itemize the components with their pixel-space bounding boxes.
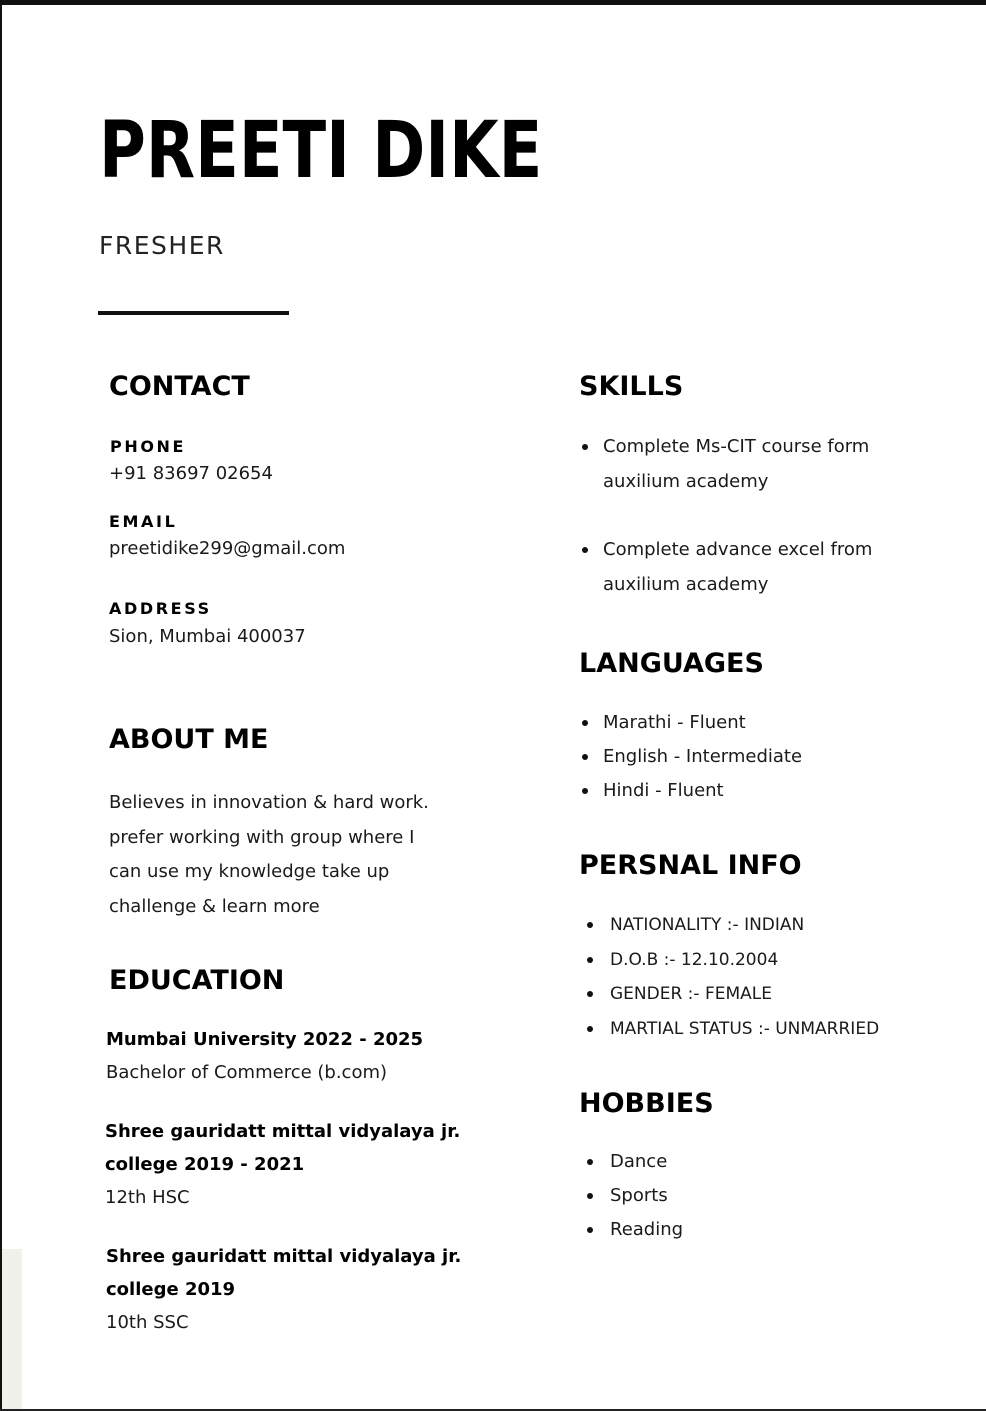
education-item-2-title: Shree gauridatt mittal vidyalaya jr. college 2019 - 2021 — [105, 1121, 461, 1175]
language-item: English - Intermediate — [579, 740, 802, 774]
hobby-item: Reading — [579, 1213, 683, 1247]
education-item-1-title: Mumbai University 2022 - 2025 — [106, 1029, 424, 1050]
personal-info-item: MARTIAL STATUS :- UNMARRIED — [579, 1012, 879, 1047]
education-item-2-degree: 12th HSC — [105, 1187, 190, 1208]
personal-info-item: D.O.B :- 12.10.2004 — [579, 943, 879, 978]
phone-label: PHONE — [110, 437, 187, 456]
language-item: Marathi - Fluent — [579, 706, 802, 740]
languages-heading: LANGUAGES — [579, 648, 764, 679]
language-item: Hindi - Fluent — [579, 774, 802, 808]
email-label: EMAIL — [109, 512, 178, 531]
hobbies-list — [579, 1145, 683, 1247]
personal-info-heading: PERSNAL INFO — [579, 850, 802, 881]
hobbies-heading: HOBBIES — [579, 1088, 714, 1119]
header-divider — [98, 311, 289, 315]
personal-info-item: GENDER :- FEMALE — [579, 977, 879, 1012]
phone-value: +91 83697 02654 — [109, 463, 273, 484]
skills-heading: SKILLS — [579, 371, 684, 402]
education-item-1-degree: Bachelor of Commerce (b.com) — [106, 1062, 388, 1083]
page-left-border — [0, 0, 2, 1411]
education-item-3-degree: 10th SSC — [106, 1312, 189, 1333]
languages-list — [579, 706, 802, 808]
page-top-border — [0, 0, 986, 5]
about-text: Believes in innovation & hard work. prefer working with group where I can use my knowledge take up challenge & learn more — [109, 792, 429, 917]
skills-list — [579, 430, 903, 636]
skill-item: Complete Ms-CIT course form auxilium academy — [579, 430, 903, 499]
personal-info-item: NATIONALITY :- INDIAN — [579, 908, 879, 943]
page-corner-shade — [2, 1249, 22, 1409]
education-heading: EDUCATION — [109, 965, 285, 996]
skill-item: Complete advance excel from auxilium academy — [579, 533, 903, 602]
about-heading: ABOUT ME — [109, 724, 269, 755]
email-value: preetidike299@gmail.com — [109, 538, 346, 559]
personal-info-list — [579, 908, 879, 1046]
resume-role: FRESHER — [99, 231, 225, 260]
education-item-3-title: Shree gauridatt mittal vidyalaya jr. college 2019 — [106, 1246, 462, 1300]
hobby-item: Sports — [579, 1179, 683, 1213]
address-label: ADDRESS — [109, 599, 212, 618]
contact-heading: CONTACT — [109, 371, 250, 402]
resume-name: PREETI DIKE — [99, 106, 543, 196]
address-value: Sion, Mumbai 400037 — [109, 626, 306, 647]
hobby-item: Dance — [579, 1145, 683, 1179]
